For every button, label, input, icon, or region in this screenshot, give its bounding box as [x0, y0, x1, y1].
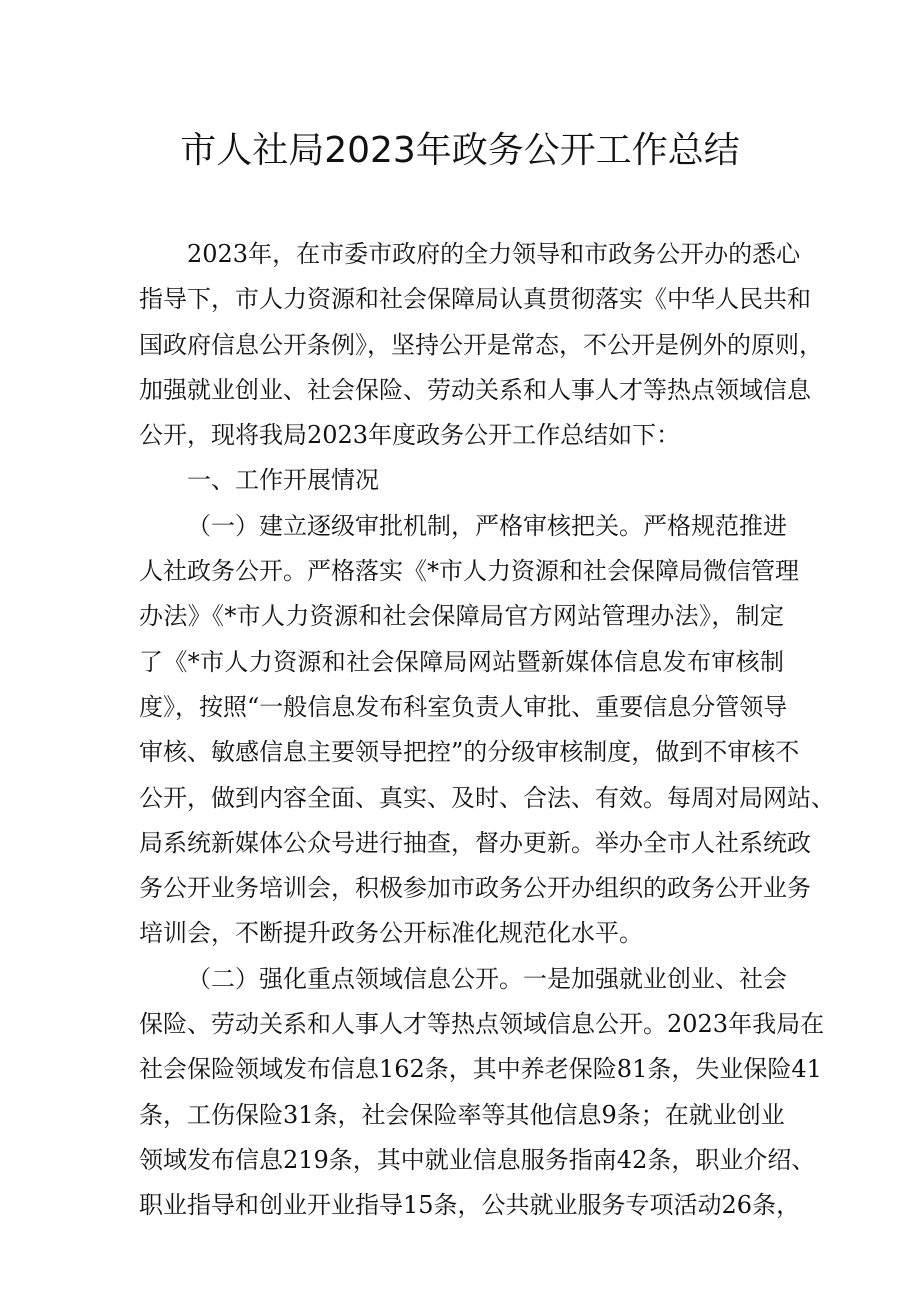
paragraph-line: 公开，现将我局2023年度政务公开工作总结如下：: [139, 421, 681, 450]
paragraph-line: 度》，按照“一般信息发布科室负责人审批、重要信息分管领导: [139, 692, 788, 721]
paragraph-line: 2023年，在市委市政府的全力领导和市政务公开办的悉心: [187, 240, 801, 268]
paragraph-line: 社会保险领域发布信息162条，其中养老保险81条，失业保险41: [139, 1055, 822, 1084]
paragraph-line: （二）强化重点领域信息公开。一是加强就业创业、社会: [187, 964, 787, 993]
paragraph-line: 加强就业创业、社会保险、劳动关系和人事人才等热点领域信息: [139, 375, 811, 404]
paragraph-line: 指导下，市人力资源和社会保障局认真贯彻落实《中华人民共和: [139, 285, 811, 314]
paragraph-line: 保险、劳动关系和人事人才等热点领域信息公开。2023年我局在: [139, 1010, 825, 1039]
document-body: [139, 232, 835, 1229]
paragraph-line: （一）建立逐级审批机制，严格审核把关。严格规范推进: [187, 511, 787, 540]
paragraph-line: 国政府信息公开条例》，坚持公开是常态，不公开是例外的原则，: [139, 330, 823, 359]
paragraph-line: 审核、敏感信息主要领导把控”的分级审核制度，做到不审核不: [139, 738, 800, 767]
paragraph-line: 局系统新媒体公众号进行抽查，督办更新。举办全市人社系统政: [139, 828, 811, 857]
paragraph-line: 领域发布信息219条，其中就业信息服务指南42条，职业介绍、: [139, 1145, 816, 1174]
paragraph-line: 条，工伤保险31条，社会保险率等其他信息9条；在就业创业: [139, 1100, 785, 1129]
paragraph-line: 人社政务公开。严格落实《*市人力资源和社会保障局微信管理: [139, 557, 799, 586]
paragraph-line: 办法》《*市人力资源和社会保障局官方网站管理办法》，制定: [139, 602, 784, 631]
section-heading: 一、工作开展情况: [187, 466, 379, 495]
paragraph-line: 务公开业务培训会，积极参加市政务公开办组织的政务公开业务: [139, 874, 811, 903]
paragraph-line: 培训会，不断提升政务公开标准化规范化水平。: [139, 919, 643, 948]
paragraph-line: 职业指导和创业开业指导15条，公共就业服务专项活动26条，: [139, 1191, 801, 1220]
document-title: 市人社局2023年政务公开工作总结: [180, 130, 740, 171]
paragraph-line: 了《*市人力资源和社会保障局网站暨新媒体信息发布审核制: [139, 647, 784, 676]
paragraph-line: 公开，做到内容全面、真实、及时、合法、有效。每周对局网站、: [139, 783, 835, 812]
